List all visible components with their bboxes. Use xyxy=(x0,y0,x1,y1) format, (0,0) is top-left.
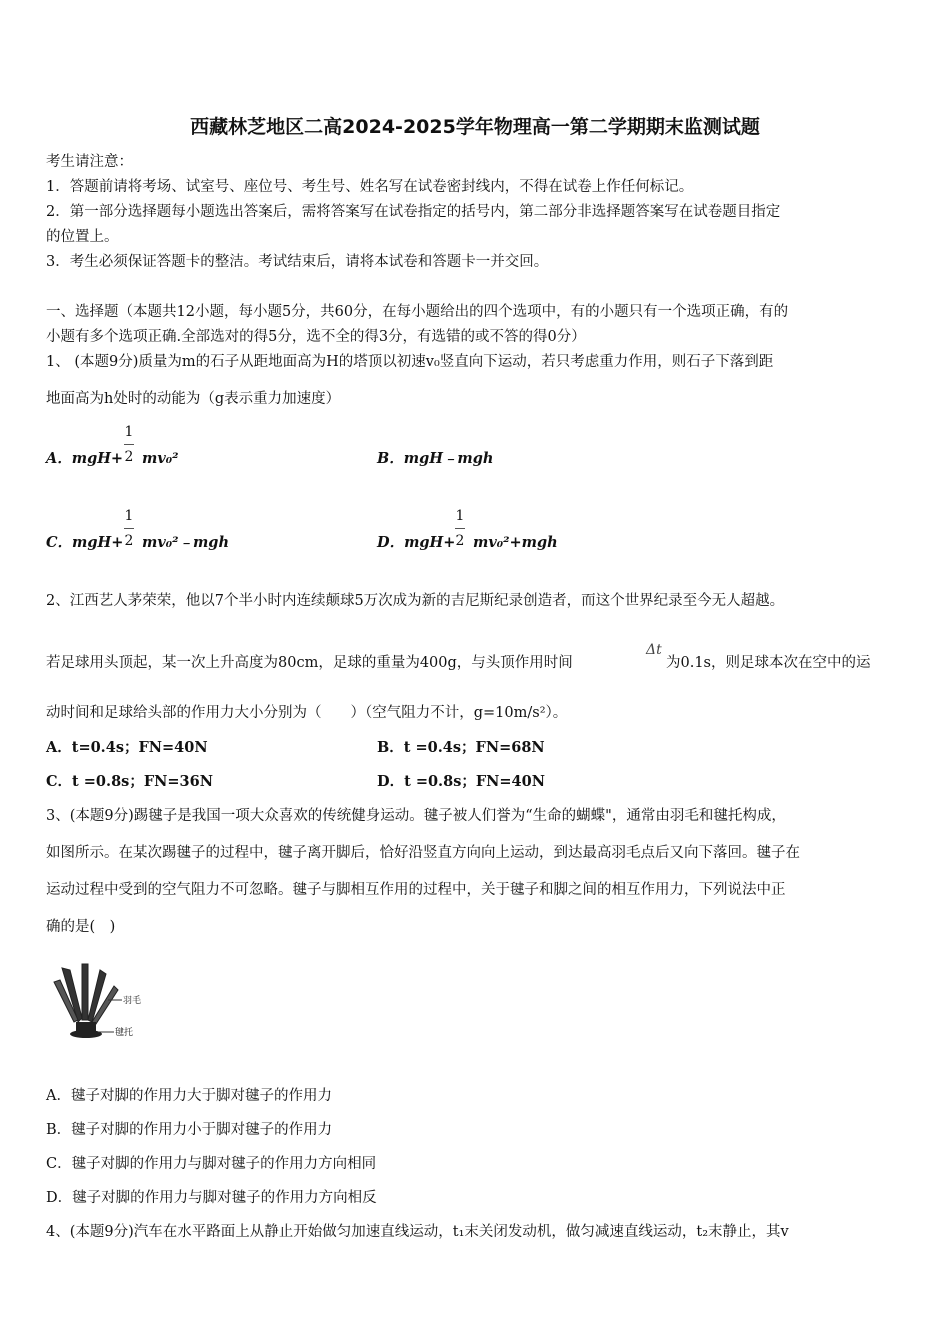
section-intro-line1: 一、选择题（本题共12小题，每小题5分，共60分，在每小题给出的四个选项中，有的小题只有一个选项正确，有的 xyxy=(46,304,789,320)
notice-item-1: 1．答题前请将考场、试室号、座位号、考生号、姓名写在试卷密封线内，不得在试卷上作任何标记。 xyxy=(46,179,694,195)
page-title: 西藏林芝地区二高2024-2025学年物理高一第二学期期末监测试题 xyxy=(190,116,760,138)
q1-option-a-fraction xyxy=(124,424,134,465)
q1-option-c[interactable] xyxy=(46,533,123,553)
q1-option-c-fraction xyxy=(124,508,134,549)
q3-stem-line2: 如图所示。在某次踢毽子的过程中，毽子离开脚后，恰好沿竖直方向向上运动，到达最高羽毛点后又向下落回。毽子在 xyxy=(46,845,800,861)
q3-option-d[interactable]: D．毽子对脚的作用力与脚对毽子的作用力方向相反 xyxy=(46,1190,377,1206)
fraction-numerator: 1 xyxy=(124,508,134,524)
notice-item-3: 3．考生必须保证答题卡的整洁。考试结束后，请将本试卷和答题卡一并交回。 xyxy=(46,254,549,270)
fraction-denominator: 2 xyxy=(124,449,134,465)
q1-option-d[interactable] xyxy=(377,533,455,553)
q1-option-c-label: C．mgH+ xyxy=(46,534,124,551)
q3-option-c[interactable]: C．毽子对脚的作用力与脚对毽子的作用力方向相同 xyxy=(46,1156,377,1172)
q4-stem-line1: 4、(本题9分)汽车在水平路面上从静止开始做匀加速直线运动，t₁末关闭发动机，做匀减速直线运动，t₂末静止，其v xyxy=(46,1224,789,1240)
fraction-numerator: 1 xyxy=(455,508,465,524)
notice-item-2: 2．第一部分选择题每小题选出答案后，需将答案写在试卷指定的括号内，第二部分非选择题答案写在试卷题目指定 xyxy=(46,204,781,220)
q3-stem-line1: 3、(本题9分)踢毽子是我国一项大众喜欢的传统健身运动。毽子被人们誉为“生命的蝴蝶"，通常由羽毛和毽托构成， xyxy=(46,808,786,824)
figure-label-base: 毽托 xyxy=(115,1028,134,1038)
notice-heading: 考生请注意： xyxy=(46,154,133,170)
q3-option-b[interactable]: B．毽子对脚的作用力小于脚对毽子的作用力 xyxy=(46,1122,333,1138)
q2-stem-line2a: 若足球用头顶起，某一次上升高度为80cm，足球的重量为400g，与头顶作用时间 xyxy=(46,655,573,671)
q2-option-c[interactable]: C．t =0.8s；FN=36N xyxy=(46,773,213,790)
q1-option-d-label: D．mgH+ xyxy=(377,534,456,551)
q1-option-d-tail: mv₀²+mgh xyxy=(473,534,558,551)
q1-option-c-tail: mv₀²﹣mgh xyxy=(142,534,229,551)
q2-option-a[interactable]: A．t=0.4s；FN=40N xyxy=(46,739,208,756)
feather-drawing xyxy=(54,964,118,1024)
q1-option-a-tail: mv₀² xyxy=(142,450,179,467)
fraction-bar xyxy=(455,528,465,529)
q3-option-a[interactable]: A．毽子对脚的作用力大于脚对毽子的作用力 xyxy=(46,1088,332,1104)
q3-stem-line3: 运动过程中受到的空气阻力不可忽略。毽子与脚相互作用的过程中，关于毽子和脚之间的相互作用力，下列说法中正 xyxy=(46,882,786,898)
q2-stem-line2b: 为0.1s，则足球本次在空中的运 xyxy=(666,655,871,671)
figure-label-feather: 羽毛 xyxy=(123,996,142,1006)
fraction-numerator: 1 xyxy=(124,424,134,440)
q2-option-b[interactable]: B．t =0.4s；FN=68N xyxy=(377,739,545,756)
q1-stem-line1: 1、 (本题9分)质量为m的石子从距地面高为H的塔顶以初速v₀竖直向下运动，若只考虑重力作用，则石子下落到距 xyxy=(46,354,774,370)
q2-delta-t: Δt xyxy=(646,642,662,658)
fraction-bar xyxy=(124,528,134,529)
fraction-denominator: 2 xyxy=(455,533,465,549)
fraction-denominator: 2 xyxy=(124,533,134,549)
notice-item-2-cont: 的位置上。 xyxy=(46,229,119,245)
fraction-bar xyxy=(124,444,134,445)
q1-option-d-fraction xyxy=(455,508,465,549)
q3-stem-line4: 确的是( ) xyxy=(46,919,116,935)
q2-option-d[interactable]: D．t =0.8s；FN=40N xyxy=(377,773,545,790)
shuttlecock-figure xyxy=(48,960,148,1046)
q2-stem-line3: 动时间和足球给头部的作用力大小分别为（ ）（空气阻力不计，g=10m/s²）。 xyxy=(46,705,568,721)
q1-option-b[interactable]: B．mgH﹣mgh xyxy=(377,450,494,467)
q2-stem-line1: 2、江西艺人茅荣荣，他以7个半小时内连续颠球5万次成为新的吉尼斯纪录创造者，而这个世界纪录至今无人超越。 xyxy=(46,593,785,609)
q1-option-a[interactable] xyxy=(46,449,123,469)
section-intro-line2: 小题有多个选项正确.全部选对的得5分，选不全的得3分，有选错的或不答的得0分） xyxy=(46,329,586,345)
q1-stem-line2: 地面高为h处时的动能为（g表示重力加速度） xyxy=(46,391,341,407)
q1-option-a-label: A．mgH+ xyxy=(46,450,124,467)
